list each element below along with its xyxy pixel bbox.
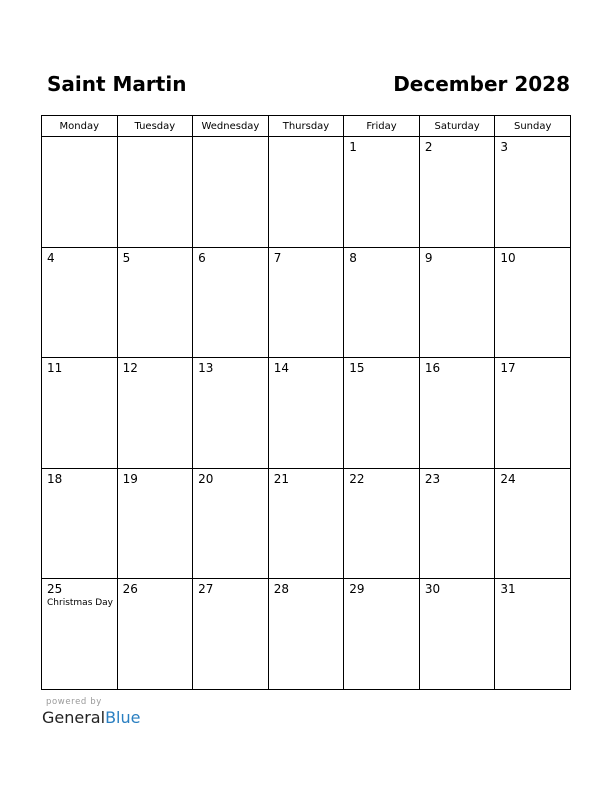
day-cell	[42, 247, 118, 358]
day-number: 30	[424, 582, 441, 597]
brand-general-text: General	[42, 708, 106, 727]
day-cell	[117, 247, 193, 358]
day-cell	[117, 468, 193, 579]
day-cell	[344, 247, 420, 358]
day-cell	[268, 137, 344, 248]
weekday-header-row	[42, 116, 571, 137]
weekday-monday: Monday	[42, 116, 118, 137]
day-number: 9	[424, 250, 433, 265]
day-cell	[419, 247, 495, 358]
day-cell	[42, 137, 118, 248]
day-cell	[193, 137, 269, 248]
day-cell	[268, 358, 344, 469]
day-cell	[495, 579, 571, 690]
day-cell	[344, 468, 420, 579]
day-number: 24	[500, 471, 516, 486]
week-row	[42, 579, 571, 690]
day-cell	[268, 247, 344, 358]
day-number: 29	[349, 582, 365, 597]
day-number: 4	[47, 250, 55, 265]
day-number: 21	[273, 471, 289, 486]
weekday-sunday: Sunday	[495, 116, 571, 137]
generalblue-logo[interactable]	[42, 708, 140, 728]
powered-by-text: powered by	[46, 697, 102, 707]
day-cell	[419, 358, 495, 469]
country-title: Saint Martin	[47, 72, 187, 96]
day-number: 25	[47, 582, 63, 597]
day-number: 31	[500, 582, 516, 597]
day-number: 14	[273, 361, 289, 376]
day-cell	[117, 137, 193, 248]
week-row	[42, 247, 571, 358]
day-cell	[193, 579, 269, 690]
day-cell	[495, 247, 571, 358]
weekday-saturday: Saturday	[419, 116, 495, 137]
day-cell	[419, 579, 495, 690]
day-cell	[495, 358, 571, 469]
day-cell	[344, 358, 420, 469]
footer-brand	[42, 697, 140, 728]
week-row	[42, 358, 571, 469]
weekday-wednesday: Wednesday	[193, 116, 269, 137]
day-cell	[42, 358, 118, 469]
day-number: 8	[349, 250, 357, 265]
day-number: 18	[47, 471, 63, 486]
day-number: 20	[198, 471, 214, 486]
day-number: 1	[349, 140, 357, 154]
month-year-title: December 2028	[393, 72, 570, 96]
weekday-friday: Friday	[344, 116, 420, 137]
week-row	[42, 137, 571, 248]
day-number: 5	[122, 250, 131, 265]
week-row	[42, 468, 571, 579]
day-cell	[268, 579, 344, 690]
day-number: 23	[424, 471, 441, 486]
day-cell	[344, 137, 420, 248]
weekday-tuesday: Tuesday	[117, 116, 193, 137]
day-number: 17	[500, 361, 516, 376]
day-number: 16	[424, 361, 441, 376]
day-number: 10	[500, 250, 516, 265]
day-number: 6	[198, 250, 206, 265]
day-number: 28	[273, 582, 289, 597]
weekday-thursday: Thursday	[268, 116, 344, 137]
day-number: 7	[273, 250, 282, 265]
day-number: 19	[122, 471, 138, 486]
calendar-grid	[41, 115, 571, 690]
day-cell	[495, 137, 571, 248]
calendar-header	[41, 70, 570, 100]
day-cell	[193, 247, 269, 358]
day-number: 2	[424, 140, 433, 154]
day-cell	[419, 137, 495, 248]
day-number: 15	[349, 361, 365, 376]
holiday-label: Christmas Day	[47, 598, 114, 609]
day-number: 26	[122, 582, 138, 597]
day-cell	[117, 579, 193, 690]
day-number: 13	[198, 361, 214, 376]
brand-blue-text: Blue	[105, 708, 141, 727]
day-cell	[495, 468, 571, 579]
day-cell	[117, 358, 193, 469]
day-cell	[344, 579, 420, 690]
day-number: 27	[198, 582, 214, 597]
day-number: 11	[47, 361, 63, 376]
day-number: 22	[349, 471, 365, 486]
day-number: 3	[500, 140, 509, 154]
day-number: 12	[122, 361, 138, 376]
day-cell	[419, 468, 495, 579]
day-cell	[193, 358, 269, 469]
day-cell	[42, 468, 118, 579]
day-cell	[268, 468, 344, 579]
day-cell	[42, 579, 118, 690]
day-cell	[193, 468, 269, 579]
